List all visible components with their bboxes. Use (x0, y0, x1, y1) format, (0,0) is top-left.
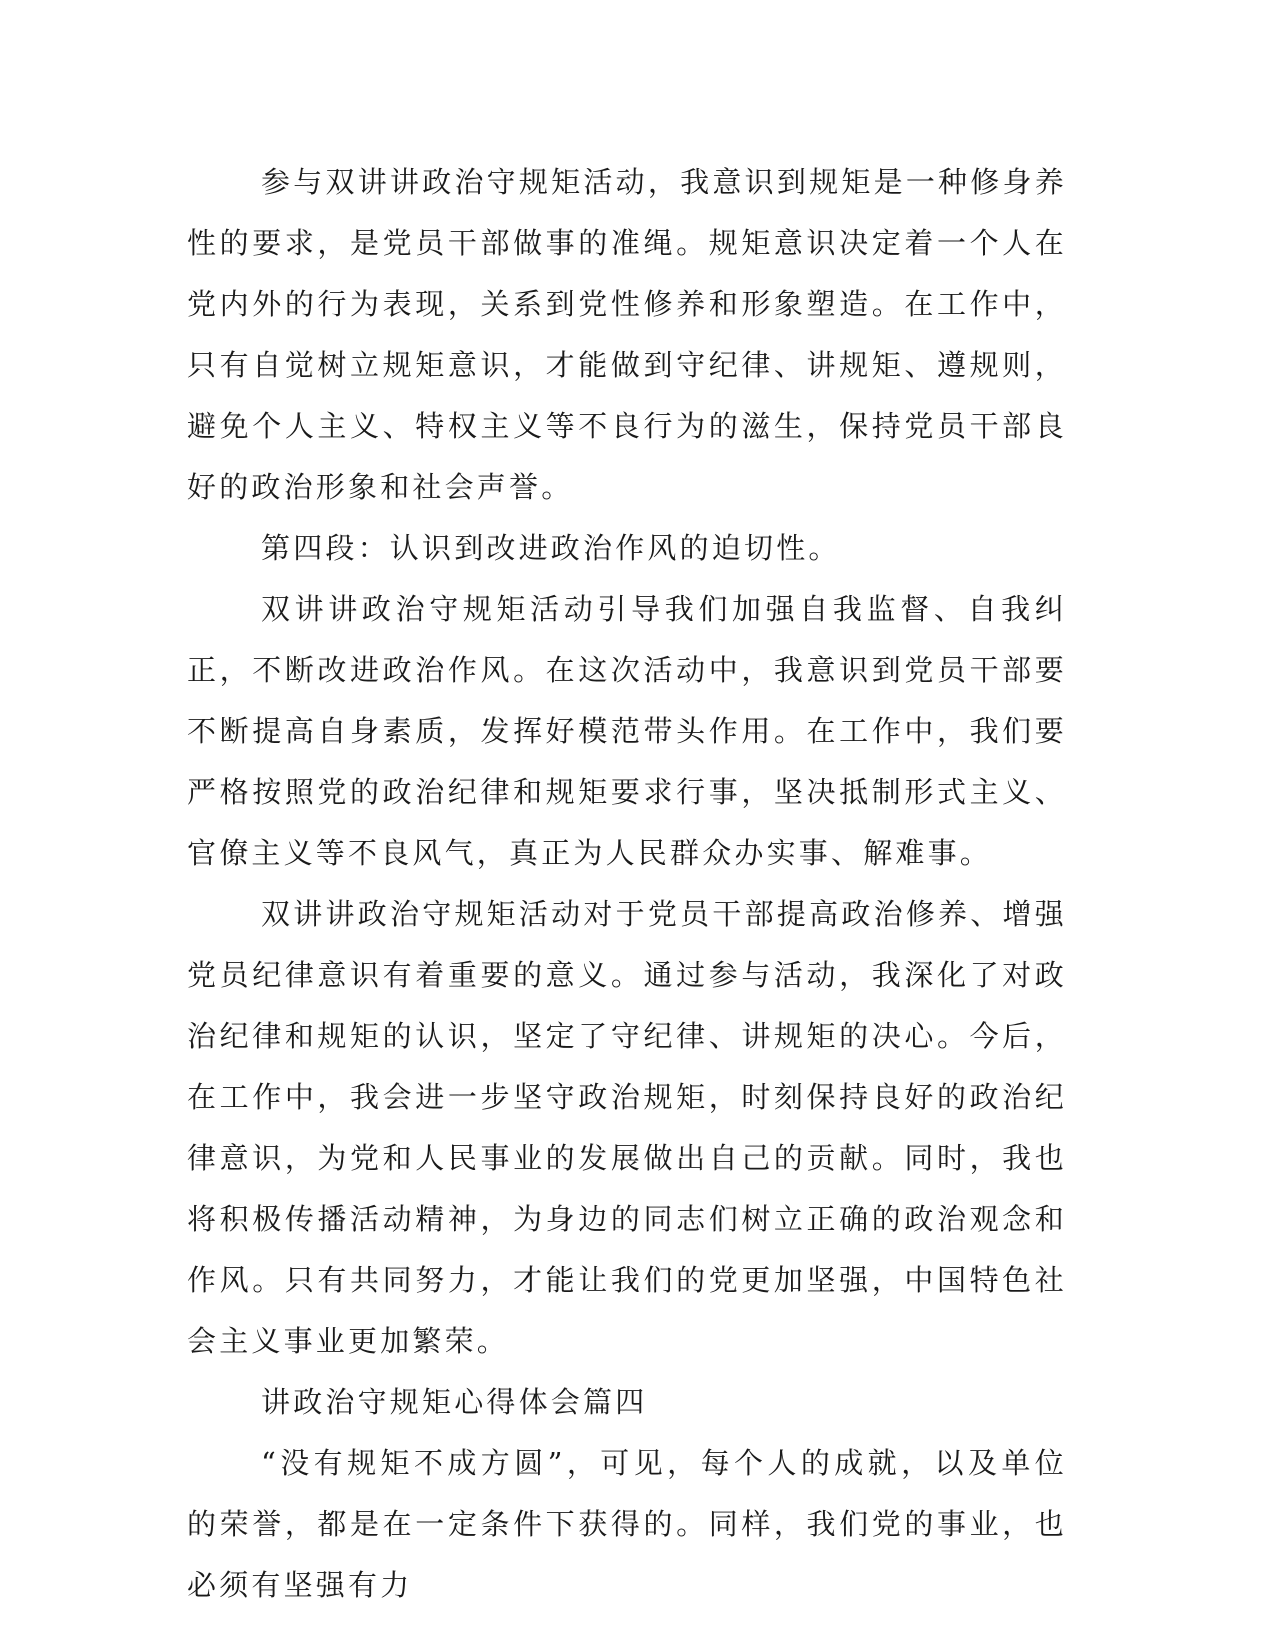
article-title-part-four: 讲政治守规矩心得体会篇四 (261, 1385, 648, 1419)
paragraph-no-rules-no-circle: “没有规矩不成方圆”，可见，每个人的成就，以及单位的荣誉，都是在一定条件下获得的。同样，我们党的事业，也必须有坚强有力 (187, 1446, 1067, 1602)
paragraph-rules-awareness: 参与双讲讲政治守规矩活动，我意识到规矩是一种修身养性的要求，是党员干部做事的准绳。规矩意识决定着一个人在党内外的行为表现，关系到党性修养和形象塑造。在工作中，只有自觉树立规矩意识，才能做到守纪律、讲规矩、遵规则，避免个人主义、特权主义等不良行为的滋生，保持党员干部良好的政治形象和社会声誉。 (187, 165, 1067, 504)
section-heading-four: 第四段：认识到改进政治作风的迫切性。 (261, 531, 841, 565)
paragraph-conclusion: 双讲讲政治守规矩活动对于党员干部提高政治修养、增强党员纪律意识有着重要的意义。通过参与活动，我深化了对政治纪律和规矩的认识，坚定了守纪律、讲规矩的决心。今后，在工作中，我会进一步坚守政治规矩，时刻保持良好的政治纪律意识，为党和人民事业的发展做出自己的贡献。同时，我也将积极传播活动精神，为身边的同志们树立正确的政治观念和作风。只有共同努力，才能让我们的党更加坚强，中国特色社会主义事业更加繁荣。 (187, 897, 1067, 1358)
document-body (187, 152, 1067, 1616)
paragraph-improve-style: 双讲讲政治守规矩活动引导我们加强自我监督、自我纠正，不断改进政治作风。在这次活动中，我意识到党员干部要不断提高自身素质，发挥好模范带头作用。在工作中，我们要严格按照党的政治纪律和规矩要求行事，坚决抵制形式主义、官僚主义等不良风气，真正为人民群众办实事、解难事。 (187, 592, 1067, 870)
